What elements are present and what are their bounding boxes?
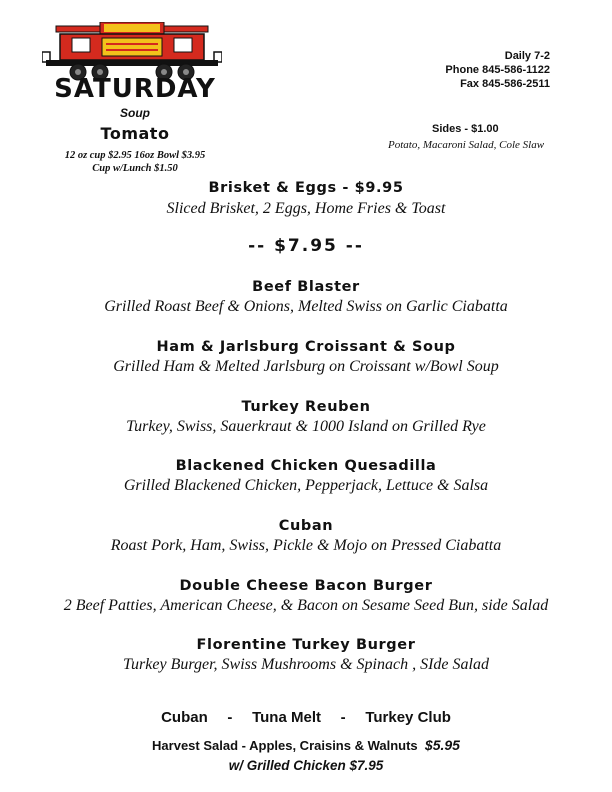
- menu-item-desc: Turkey, Swiss, Sauerkraut & 1000 Island on Grilled Rye: [126, 418, 486, 435]
- menu-item-title: Florentine Turkey Burger: [196, 637, 416, 653]
- soup-label: Soup: [120, 106, 150, 120]
- special-desc: Sliced Brisket, 2 Eggs, Home Fries & Toast: [166, 200, 446, 217]
- menu-item-desc: Grilled Ham & Melted Jarlsburg on Croissant w/Bowl Soup: [113, 358, 499, 375]
- menu-item-desc: Grilled Blackened Chicken, Pepperjack, Lettuce & Salsa: [123, 477, 489, 494]
- harvest-salad-price: $5.95: [424, 737, 460, 753]
- harvest-salad-label: Harvest Salad - Apples, Craisins & Walnuts: [152, 738, 418, 753]
- quick-item: Tuna Melt: [252, 709, 321, 726]
- menu-item-title: Beef Blaster: [252, 279, 360, 295]
- menu-item-title: Blackened Chicken Quesadilla: [175, 458, 437, 474]
- harvest-salad: [0, 737, 612, 753]
- menu-item-title: Double Cheese Bacon Burger: [179, 578, 433, 594]
- day-title: SATURDAY: [54, 74, 216, 104]
- menu-item-desc: Turkey Burger, Swiss Mushrooms & Spinach , SIde Salad: [123, 656, 489, 673]
- sides-title: Sides - $1.00: [432, 123, 499, 135]
- menu-item-desc: Grilled Roast Beef & Onions, Melted Swiss on Garlic Ciabatta: [104, 298, 508, 315]
- menu-item-title: Cuban: [278, 518, 334, 534]
- menu-item-desc: 2 Beef Patties, American Cheese, & Bacon on Sesame Seed Bun, side Salad: [63, 597, 549, 614]
- hours-text: Daily 7-2: [504, 50, 550, 62]
- separator: -: [340, 709, 346, 726]
- soup-lunch-price: Cup w/Lunch $1.50: [92, 163, 178, 174]
- price-header: -- $7.95 --: [248, 236, 364, 256]
- quick-item: Turkey Club: [365, 709, 451, 726]
- grilled-chicken-addon: w/ Grilled Chicken $7.95: [228, 758, 384, 773]
- menu-item-title: Ham & Jarlsburg Croissant & Soup: [156, 339, 456, 355]
- quick-items-row: [0, 709, 612, 726]
- sides-list: Potato, Macaroni Salad, Cole Slaw: [388, 139, 545, 151]
- soup-prices: 12 oz cup $2.95 16oz Bowl $3.95: [64, 150, 206, 161]
- quick-item: Cuban: [161, 709, 208, 726]
- menu-item-title: Turkey Reuben: [241, 399, 371, 415]
- fax-text: Fax 845-586-2511: [460, 78, 550, 90]
- separator: -: [227, 709, 233, 726]
- soup-name: Tomato: [100, 124, 170, 143]
- phone-text: Phone 845-586-1122: [445, 64, 550, 76]
- special-title: Brisket & Eggs - $9.95: [208, 180, 404, 196]
- menu-item-desc: Roast Pork, Ham, Swiss, Pickle & Mojo on Pressed Ciabatta: [110, 537, 502, 554]
